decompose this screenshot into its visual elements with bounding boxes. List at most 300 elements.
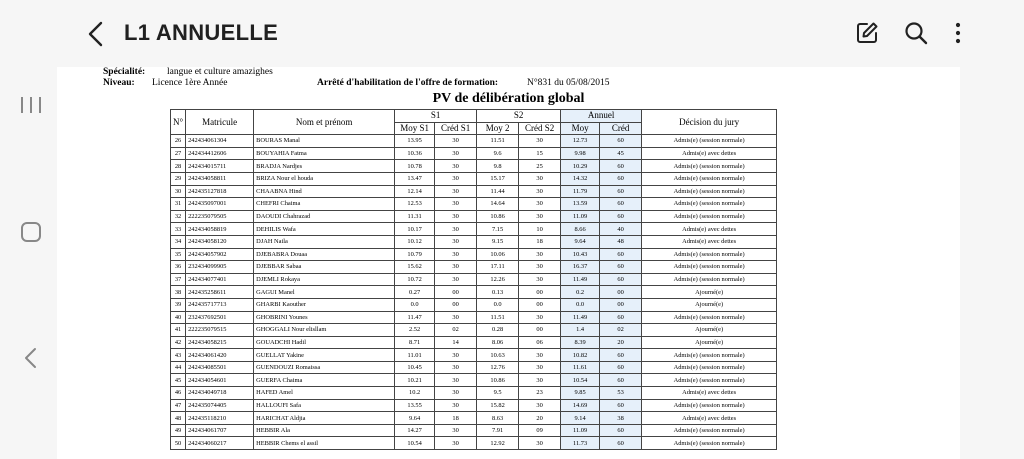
- row-num: 44: [171, 361, 186, 374]
- row-cred: 38: [600, 412, 642, 425]
- row-cred-s1: 30: [435, 172, 477, 185]
- row-matricule: 222235079505: [186, 210, 254, 223]
- row-name: BOUYAHIA Fatma: [254, 147, 395, 160]
- row-matricule: 242435118210: [186, 412, 254, 425]
- row-decision: Admis(e) (session normale): [642, 172, 777, 185]
- row-cred-s1: 30: [435, 135, 477, 148]
- row-cred-s1: 30: [435, 210, 477, 223]
- row-cred: 60: [600, 361, 642, 374]
- header-cred-s2: Créd S2: [519, 122, 561, 135]
- row-moy-s2: 0.13: [477, 286, 519, 299]
- row-moy: 14.69: [561, 399, 600, 412]
- niveau-label: Niveau:: [103, 78, 135, 88]
- row-cred-s1: 14: [435, 336, 477, 349]
- row-moy: 11.73: [561, 437, 600, 450]
- row-cred-s2: 00: [519, 286, 561, 299]
- header-moy-s2: Moy 2: [477, 122, 519, 135]
- row-moy: 8.66: [561, 223, 600, 236]
- header-nom: Nom et prénom: [254, 110, 395, 135]
- row-cred-s1: 02: [435, 324, 477, 337]
- row-moy: 0.2: [561, 286, 600, 299]
- row-cred-s1: 30: [435, 160, 477, 173]
- row-moy-s1: 11.47: [395, 311, 435, 324]
- row-moy-s1: 0.0: [395, 298, 435, 311]
- table-row: [171, 424, 777, 437]
- row-decision: Admis(e) (session normale): [642, 135, 777, 148]
- row-name: DEHILIS Wafa: [254, 223, 395, 236]
- row-name: CHAABNA Hind: [254, 185, 395, 198]
- row-cred-s2: 30: [519, 261, 561, 274]
- row-cred: 48: [600, 235, 642, 248]
- pv-title: PV de délibération global: [432, 91, 585, 106]
- row-moy-s2: 17.11: [477, 261, 519, 274]
- row-name: GHOGGALI Nour elisllam: [254, 324, 395, 337]
- table-row: [171, 273, 777, 286]
- row-num: 30: [171, 185, 186, 198]
- table-row: [171, 185, 777, 198]
- row-moy-s1: 10.72: [395, 273, 435, 286]
- row-name: HALLOUFI Safa: [254, 399, 395, 412]
- row-decision: Admis(e) avec dettes: [642, 412, 777, 425]
- row-cred-s1: 30: [435, 387, 477, 400]
- row-cred-s1: 30: [435, 273, 477, 286]
- row-cred: 60: [600, 135, 642, 148]
- row-name: GUELLAT Yakine: [254, 349, 395, 362]
- row-matricule: 242434058819: [186, 223, 254, 236]
- row-name: HARICHAT Aldjia: [254, 412, 395, 425]
- row-moy: 12.73: [561, 135, 600, 148]
- table-row: [171, 387, 777, 400]
- table-row: [171, 261, 777, 274]
- row-matricule: 242435258611: [186, 286, 254, 299]
- row-cred-s2: 30: [519, 399, 561, 412]
- row-cred-s2: 25: [519, 160, 561, 173]
- row-cred: 60: [600, 185, 642, 198]
- header-decision: Décision du jury: [642, 110, 777, 135]
- row-moy-s1: 11.31: [395, 210, 435, 223]
- row-moy: 11.49: [561, 273, 600, 286]
- row-cred-s1: 30: [435, 185, 477, 198]
- row-name: BOURAS Manal: [254, 135, 395, 148]
- header-moy: Moy: [561, 122, 600, 135]
- row-cred: 60: [600, 399, 642, 412]
- row-moy: 11.79: [561, 185, 600, 198]
- row-moy: 9.64: [561, 235, 600, 248]
- row-moy-s2: 10.06: [477, 248, 519, 261]
- row-cred: 60: [600, 172, 642, 185]
- row-cred-s1: 00: [435, 286, 477, 299]
- row-moy-s1: 0.27: [395, 286, 435, 299]
- row-matricule: 242434058215: [186, 336, 254, 349]
- row-name: GHARBI Kaouther: [254, 298, 395, 311]
- row-cred: 60: [600, 374, 642, 387]
- row-cred-s1: 30: [435, 399, 477, 412]
- row-moy-s2: 11.51: [477, 135, 519, 148]
- specialite-label: Spécialité:: [103, 67, 146, 77]
- row-num: 33: [171, 223, 186, 236]
- row-moy: 9.85: [561, 387, 600, 400]
- row-moy: 10.54: [561, 374, 600, 387]
- row-cred-s2: 30: [519, 210, 561, 223]
- row-moy-s1: 12.14: [395, 185, 435, 198]
- row-cred-s2: 30: [519, 172, 561, 185]
- row-name: GUERFA Chaima: [254, 374, 395, 387]
- home-icon[interactable]: [14, 220, 48, 244]
- row-decision: Admis(e) (session normale): [642, 437, 777, 450]
- row-cred-s1: 18: [435, 412, 477, 425]
- row-name: GHOBRINI Younes: [254, 311, 395, 324]
- row-matricule: 242435127818: [186, 185, 254, 198]
- row-moy-s2: 12.76: [477, 361, 519, 374]
- row-decision: Admis(e) (session normale): [642, 185, 777, 198]
- table-row: [171, 336, 777, 349]
- row-cred-s2: 00: [519, 298, 561, 311]
- row-name: BRIZA Nour el houda: [254, 172, 395, 185]
- row-moy-s2: 7.15: [477, 223, 519, 236]
- row-decision: Admis(e) (session normale): [642, 160, 777, 173]
- row-moy: 9.14: [561, 412, 600, 425]
- row-moy: 10.29: [561, 160, 600, 173]
- row-name: DJEBBAR Sabaa: [254, 261, 395, 274]
- row-cred-s1: 00: [435, 298, 477, 311]
- row-decision: Ajourné(e): [642, 298, 777, 311]
- row-matricule: 242434015711: [186, 160, 254, 173]
- header-cred: Créd: [600, 122, 642, 135]
- header-annuel: Annuel: [561, 110, 642, 123]
- row-num: 49: [171, 424, 186, 437]
- row-moy-s2: 15.17: [477, 172, 519, 185]
- row-name: DAOUDI Chahrazad: [254, 210, 395, 223]
- row-moy-s1: 10.78: [395, 160, 435, 173]
- row-cred-s2: 30: [519, 185, 561, 198]
- row-cred-s2: 18: [519, 235, 561, 248]
- row-decision: Admis(e) (session normale): [642, 361, 777, 374]
- row-decision: Admis(e) (session normale): [642, 210, 777, 223]
- row-matricule: 242435074405: [186, 399, 254, 412]
- row-num: 38: [171, 286, 186, 299]
- row-cred: 60: [600, 311, 642, 324]
- row-moy-s1: 12.53: [395, 198, 435, 211]
- row-decision: Ajourné(e): [642, 286, 777, 299]
- row-moy: 9.98: [561, 147, 600, 160]
- row-cred-s2: 30: [519, 374, 561, 387]
- table-row: [171, 349, 777, 362]
- row-moy: 11.09: [561, 424, 600, 437]
- back-arrow-icon[interactable]: [84, 20, 108, 48]
- row-cred-s1: 30: [435, 437, 477, 450]
- row-cred: 60: [600, 198, 642, 211]
- row-moy-s2: 15.82: [477, 399, 519, 412]
- row-decision: Admis(e) (session normale): [642, 374, 777, 387]
- header-s1: S1: [395, 110, 477, 123]
- row-moy: 11.49: [561, 311, 600, 324]
- row-moy-s2: 0.0: [477, 298, 519, 311]
- row-name: GUENDOUZI Romaissa: [254, 361, 395, 374]
- row-decision: Admis(e) (session normale): [642, 399, 777, 412]
- row-moy-s1: 14.27: [395, 424, 435, 437]
- row-cred: 20: [600, 336, 642, 349]
- row-moy-s2: 7.91: [477, 424, 519, 437]
- table-row: [171, 147, 777, 160]
- row-matricule: 242434085501: [186, 361, 254, 374]
- header-s2: S2: [477, 110, 561, 123]
- table-row: [171, 160, 777, 173]
- row-moy-s2: 14.64: [477, 198, 519, 211]
- row-cred-s2: 30: [519, 361, 561, 374]
- row-moy: 13.59: [561, 198, 600, 211]
- edit-icon[interactable]: [854, 20, 880, 46]
- row-moy-s1: 13.95: [395, 135, 435, 148]
- row-decision: Admis(e) avec dettes: [642, 387, 777, 400]
- row-moy-s1: 10.12: [395, 235, 435, 248]
- row-matricule: 242434054601: [186, 374, 254, 387]
- row-decision: Admis(e) avec dettes: [642, 235, 777, 248]
- row-num: 40: [171, 311, 186, 324]
- row-cred-s2: 30: [519, 135, 561, 148]
- row-cred-s2: 10: [519, 223, 561, 236]
- row-moy-s1: 10.21: [395, 374, 435, 387]
- row-cred: 00: [600, 298, 642, 311]
- row-num: 31: [171, 198, 186, 211]
- row-cred-s1: 30: [435, 424, 477, 437]
- header-moy-s1: Moy S1: [395, 122, 435, 135]
- row-num: 37: [171, 273, 186, 286]
- header-num: N°: [171, 110, 186, 135]
- row-name: GOUADCHI Hadil: [254, 336, 395, 349]
- row-cred-s1: 30: [435, 147, 477, 160]
- row-moy-s2: 10.86: [477, 374, 519, 387]
- row-name: CHEFRI Chaima: [254, 198, 395, 211]
- row-moy-s1: 2.52: [395, 324, 435, 337]
- row-decision: Ajourné(e): [642, 324, 777, 337]
- row-cred-s1: 30: [435, 223, 477, 236]
- app-bar: [0, 0, 1024, 66]
- header-cred-s1: Créd S1: [435, 122, 477, 135]
- table-row: [171, 235, 777, 248]
- row-cred: 60: [600, 210, 642, 223]
- row-matricule: 242434061707: [186, 424, 254, 437]
- row-matricule: 242434061420: [186, 349, 254, 362]
- row-moy-s2: 11.44: [477, 185, 519, 198]
- row-cred: 60: [600, 424, 642, 437]
- row-moy-s2: 12.92: [477, 437, 519, 450]
- row-moy-s2: 8.63: [477, 412, 519, 425]
- row-cred: 60: [600, 437, 642, 450]
- row-cred-s2: 06: [519, 336, 561, 349]
- row-cred-s2: 20: [519, 412, 561, 425]
- row-cred: 40: [600, 223, 642, 236]
- row-moy: 10.43: [561, 248, 600, 261]
- row-moy-s2: 10.63: [477, 349, 519, 362]
- row-moy-s1: 9.64: [395, 412, 435, 425]
- row-num: 27: [171, 147, 186, 160]
- row-moy-s2: 9.15: [477, 235, 519, 248]
- row-cred-s2: 30: [519, 198, 561, 211]
- row-num: 50: [171, 437, 186, 450]
- row-moy-s2: 9.8: [477, 160, 519, 173]
- row-matricule: 242434057902: [186, 248, 254, 261]
- row-cred: 60: [600, 349, 642, 362]
- table-row: [171, 248, 777, 261]
- row-cred-s2: 00: [519, 324, 561, 337]
- row-cred-s1: 30: [435, 248, 477, 261]
- row-moy-s2: 12.26: [477, 273, 519, 286]
- row-name: HEBBIR Chems el assil: [254, 437, 395, 450]
- row-cred-s1: 30: [435, 361, 477, 374]
- table-row: [171, 437, 777, 450]
- row-cred: 60: [600, 248, 642, 261]
- row-cred: 00: [600, 286, 642, 299]
- row-matricule: 242434060217: [186, 437, 254, 450]
- table-row: [171, 286, 777, 299]
- row-decision: Admis(e) (session normale): [642, 261, 777, 274]
- row-matricule: 232437692501: [186, 311, 254, 324]
- row-decision: Admis(e) (session normale): [642, 349, 777, 362]
- row-name: HAFED Amel: [254, 387, 395, 400]
- row-moy: 0.0: [561, 298, 600, 311]
- table-row: [171, 172, 777, 185]
- row-decision: Admis(e) (session normale): [642, 424, 777, 437]
- row-cred-s1: 30: [435, 261, 477, 274]
- row-moy-s2: 0.28: [477, 324, 519, 337]
- row-moy-s1: 10.2: [395, 387, 435, 400]
- row-num: 42: [171, 336, 186, 349]
- row-decision: Admis(e) (session normale): [642, 248, 777, 261]
- row-cred-s2: 30: [519, 349, 561, 362]
- row-name: DJEMLI Rokaya: [254, 273, 395, 286]
- row-moy-s2: 8.06: [477, 336, 519, 349]
- row-decision: Ajourné(e): [642, 336, 777, 349]
- row-cred-s1: 30: [435, 374, 477, 387]
- header-matricule: Matricule: [186, 110, 254, 135]
- row-moy-s1: 10.79: [395, 248, 435, 261]
- row-num: 32: [171, 210, 186, 223]
- row-decision: Admis(e) (session normale): [642, 311, 777, 324]
- row-cred-s2: 30: [519, 248, 561, 261]
- table-row: [171, 374, 777, 387]
- row-moy-s1: 10.36: [395, 147, 435, 160]
- row-moy-s1: 11.01: [395, 349, 435, 362]
- table-row: [171, 223, 777, 236]
- row-num: 29: [171, 172, 186, 185]
- arrete-label: Arrêté d'habilitation de l'offre de formation:: [317, 78, 499, 88]
- row-matricule: 242434049718: [186, 387, 254, 400]
- niveau-value: Licence 1ère Année: [152, 78, 228, 88]
- row-cred-s1: 30: [435, 349, 477, 362]
- row-moy: 10.82: [561, 349, 600, 362]
- row-moy-s1: 10.45: [395, 361, 435, 374]
- row-moy-s2: 9.5: [477, 387, 519, 400]
- row-num: 26: [171, 135, 186, 148]
- row-cred: 60: [600, 261, 642, 274]
- row-cred-s1: 30: [435, 235, 477, 248]
- row-moy-s1: 13.55: [395, 399, 435, 412]
- row-moy-s1: 8.71: [395, 336, 435, 349]
- row-num: 45: [171, 374, 186, 387]
- row-matricule: 242434061304: [186, 135, 254, 148]
- table-row: [171, 198, 777, 211]
- row-cred-s2: 23: [519, 387, 561, 400]
- row-num: 36: [171, 261, 186, 274]
- row-moy: 14.32: [561, 172, 600, 185]
- row-name: HEBBIR Ala: [254, 424, 395, 437]
- table-row: [171, 135, 777, 148]
- row-matricule: 222235079515: [186, 324, 254, 337]
- row-cred-s2: 09: [519, 424, 561, 437]
- table-row: [171, 399, 777, 412]
- row-moy-s1: 15.62: [395, 261, 435, 274]
- row-cred-s2: 30: [519, 437, 561, 450]
- row-num: 35: [171, 248, 186, 261]
- row-cred: 02: [600, 324, 642, 337]
- row-cred-s2: 15: [519, 147, 561, 160]
- row-matricule: 242435717713: [186, 298, 254, 311]
- table-row: [171, 412, 777, 425]
- search-icon[interactable]: [903, 20, 929, 46]
- row-cred-s1: 30: [435, 311, 477, 324]
- row-decision: Admis(e) avec dettes: [642, 223, 777, 236]
- row-decision: Admis(e) (session normale): [642, 198, 777, 211]
- row-moy-s2: 10.86: [477, 210, 519, 223]
- table-row: [171, 298, 777, 311]
- row-moy-s2: 9.6: [477, 147, 519, 160]
- row-matricule: 242434077401: [186, 273, 254, 286]
- row-num: 47: [171, 399, 186, 412]
- row-cred-s2: 30: [519, 273, 561, 286]
- row-decision: Admis(e) (session normale): [642, 273, 777, 286]
- more-vert-icon[interactable]: [945, 20, 971, 46]
- row-moy: 11.09: [561, 210, 600, 223]
- row-cred-s2: 30: [519, 311, 561, 324]
- row-num: 48: [171, 412, 186, 425]
- document-page: [57, 67, 960, 459]
- row-cred: 53: [600, 387, 642, 400]
- page-title: L1 ANNUELLE: [124, 20, 279, 45]
- row-num: 39: [171, 298, 186, 311]
- row-num: 41: [171, 324, 186, 337]
- row-moy: 1.4: [561, 324, 600, 337]
- row-moy: 11.61: [561, 361, 600, 374]
- row-moy-s2: 11.51: [477, 311, 519, 324]
- row-matricule: 232434099905: [186, 261, 254, 274]
- row-decision: Admis(e) avec dettes: [642, 147, 777, 160]
- row-name: GAGUI Manel: [254, 286, 395, 299]
- row-moy: 16.37: [561, 261, 600, 274]
- row-num: 46: [171, 387, 186, 400]
- row-matricule: 242434058120: [186, 235, 254, 248]
- recent-apps-icon[interactable]: [14, 94, 48, 116]
- row-cred: 60: [600, 160, 642, 173]
- row-cred: 60: [600, 273, 642, 286]
- row-matricule: 242434412606: [186, 147, 254, 160]
- table-row: [171, 324, 777, 337]
- row-moy-s1: 10.17: [395, 223, 435, 236]
- specialite-value: langue et culture amazighes: [167, 67, 273, 77]
- row-num: 43: [171, 349, 186, 362]
- row-moy: 8.39: [561, 336, 600, 349]
- row-name: DJEBABRA Douaa: [254, 248, 395, 261]
- row-cred-s1: 30: [435, 198, 477, 211]
- row-num: 28: [171, 160, 186, 173]
- table-row: [171, 210, 777, 223]
- row-moy-s1: 10.54: [395, 437, 435, 450]
- nav-back-icon[interactable]: [14, 346, 48, 370]
- table-row: [171, 361, 777, 374]
- table-row: [171, 311, 777, 324]
- row-matricule: 242435097001: [186, 198, 254, 211]
- row-num: 34: [171, 235, 186, 248]
- row-cred: 45: [600, 147, 642, 160]
